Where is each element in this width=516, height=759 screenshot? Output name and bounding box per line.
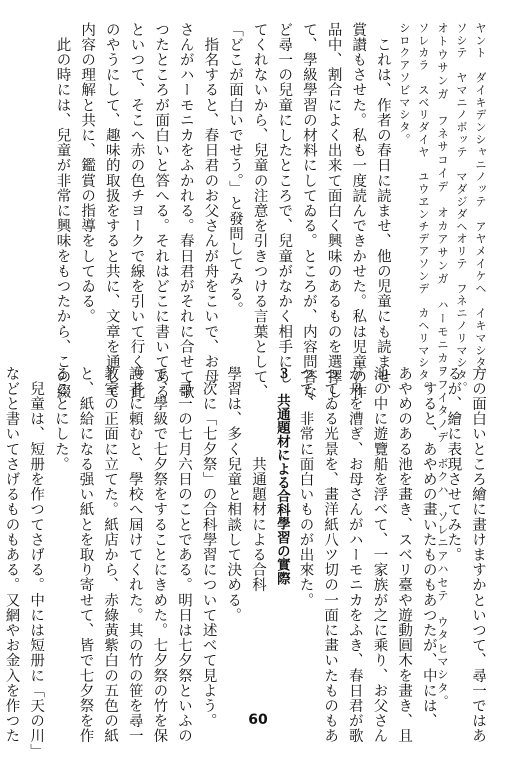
upper-text-line: てくれないから、兒童の注意を引きつける言葉として、 bbox=[251, 22, 268, 400]
upper-text-line: 此の時には、兒童が非常に興味をもつたから、この綴 bbox=[54, 22, 71, 400]
lower-text-line: で、學級で七夕祭をすることにきめた。七夕祭の竹を保 bbox=[151, 366, 168, 744]
upper-text-line: これは、作者の春日に読ませ、他の児童にも読ませ、 bbox=[374, 22, 391, 400]
lower-text-line: あやめのある池を畫き、スベリ臺や遊動圓木を畫き、且 bbox=[396, 366, 413, 744]
lower-text-line: と、紙給になる强い紙とを取り寄せて、皆で七夕祭を作 bbox=[77, 366, 94, 744]
upper-text-line: 指名すると、春日君のお父さんが舟をこいで、お母 bbox=[202, 22, 219, 385]
lower-text-line: つて、非常に面白いものが出來た。 bbox=[297, 366, 314, 608]
lower-text-line: 兒童は、短册を作つてさげる。中には短册に「天の川」 bbox=[28, 366, 45, 759]
lower-text-line: ３ 共通題材による合科學習の實際 bbox=[273, 366, 290, 586]
lower-text-line: 池の中に遊覽船を浮べて、一家族が之に乘り、お父さん bbox=[371, 366, 388, 744]
lower-text-line: 教室の正面に立てた。紙店から、赤綠黃紫白の五色の紙 bbox=[102, 366, 119, 744]
upper-text-line: 品中、割合によく出来て面白く興味のあるものを選擇し bbox=[325, 22, 342, 400]
upper-text-line: オトウサンガ フネサコイデ オカアサンガ ハーモニカヲフイタノデ ボクハ ソレニアハセテ ウタヒマシタ。 bbox=[435, 22, 449, 709]
lower-text-line: などと書いてさげるものもある。又網やお金入を作つた bbox=[3, 366, 20, 744]
upper-text-line: さんがハーモニカをふかれる。春日君がそれに合せて歌 bbox=[177, 22, 194, 400]
upper-text-line: のやうにして、趣味的取扱をすると共に、文章を通して bbox=[103, 22, 120, 400]
lower-text-line: 次に「七夕祭」の合科學習について述べて見よう。 bbox=[200, 366, 217, 729]
lower-text-line: 方の面白いところ繪に畫けますかといつて、尋一ではあ bbox=[470, 366, 486, 744]
lower-text-line: が舟を漕ぎ、お母さんがハーモニカをふき、春日君が歌 bbox=[346, 366, 363, 744]
upper-text-line: 賞讃もさせた。私も一度読んできかせた。私は児童の作 bbox=[350, 22, 367, 400]
upper-text-line: 内容の理解と共に、鑑賞の指導をしてゐる。 bbox=[79, 22, 96, 324]
upper-text-line: シロクアソビマシタ。 bbox=[397, 22, 411, 146]
upper-text-line: つたところが面白いと答へる。それはどこに書いてある bbox=[153, 22, 170, 400]
lower-text-line: 學習は、多く兒童と相談して決める。 bbox=[225, 366, 242, 623]
upper-text-line: ど尋一の兒童にしたところで、兒童がなかく相手にし bbox=[276, 22, 293, 385]
lower-text-line: るが、繪に表現させてみた。 bbox=[445, 366, 462, 563]
page-number: 60 bbox=[248, 712, 268, 728]
upper-text-line: ヤント ダイキデンシャニノッテ アヤメイケヘ イキマシタ。 bbox=[474, 22, 487, 382]
lower-text-line: すると、あやめの畫いたものもあつたが、中には、 bbox=[420, 366, 437, 729]
upper-text-line: といつて、そこへ赤の色チヨークで線を引いて行く。此 bbox=[128, 22, 145, 400]
upper-text-line: ソシテ ヤマニノボッテ マダジダヘオリテ フネニノリマシタ。 bbox=[454, 22, 468, 394]
lower-text-line: 共通題材による合科 bbox=[249, 366, 266, 593]
lower-text-line: 護者に頼むと、學校へ屆けてくれた。其の竹の笹を尋一 bbox=[126, 366, 143, 744]
upper-text-line: 「どこが面白いでせう。」と發問してみる。 bbox=[227, 22, 243, 317]
lower-text-line: 尋一の七月六日のことである。明日は七夕祭といふの bbox=[176, 366, 193, 744]
lower-text-line: つてゐる光景を、畫洋紙八ツ切の一面に畫いたものもあ bbox=[322, 366, 339, 744]
upper-text-line: て、學級學習の材料にしてゐる。ところが、内容問答な bbox=[300, 22, 317, 400]
lower-text-line: ることにした。 bbox=[52, 366, 69, 472]
upper-text-line: ソレカラ スベリダイヤ ユウヱンチデアソンデ カヘリマシタ。 bbox=[416, 22, 430, 394]
